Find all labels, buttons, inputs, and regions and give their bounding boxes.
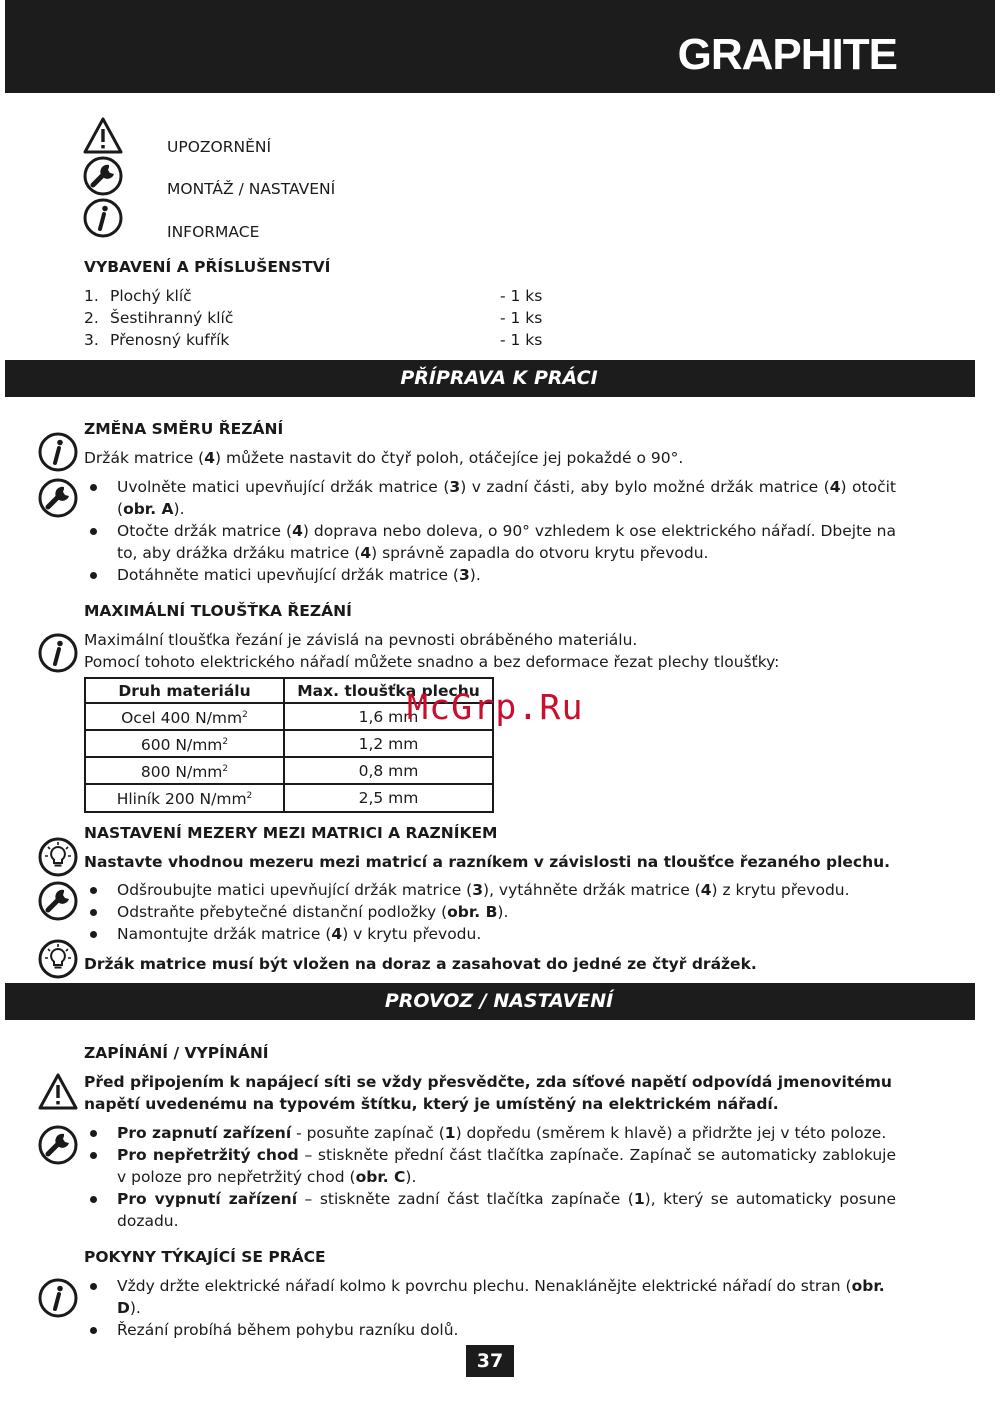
list-item: Pro nepřetržitý chod – stiskněte přední část tlačítka zapínače. Zapínač se automaticky zablokuje v poloze pro nepřetržitý chod (obr. C). <box>84 1144 896 1188</box>
direction-title: ZMĚNA SMĚRU ŘEZÁNÍ <box>84 420 284 438</box>
thickness-title: MAXIMÁLNÍ TLOUŠŤKA ŘEZÁNÍ <box>84 602 352 620</box>
legend-info-label: INFORMACE <box>167 223 260 241</box>
page-header <box>5 0 995 93</box>
lightbulb-icon <box>37 836 79 878</box>
direction-intro: Držák matrice (4) můžete nastavit do čtyř poloh, otáčejíce jej pokaždé o 90°. <box>84 449 684 467</box>
list-item: Namontujte držák matrice (4) v krytu převodu. <box>84 923 896 945</box>
work-steps <box>84 1275 896 1341</box>
info-icon <box>37 632 79 674</box>
column-header: Druh materiálu <box>85 678 284 703</box>
list-item: Odstraňte přebytečné distanční podložky (obr. B). <box>84 901 896 923</box>
list-item: Vždy držte elektrické nářadí kolmo k povrchu plechu. Nenaklánějte elektrické nářadí do stran (obr. D). <box>84 1275 896 1319</box>
value-cell: 2,5 mm <box>284 784 493 811</box>
info-icon <box>37 431 79 473</box>
material-cell: Hliník 200 $N/mm^2$ <box>85 784 284 811</box>
warning-icon <box>82 115 124 157</box>
gap-title: NASTAVENÍ MEZERY MEZI MATRICI A RAZNÍKEM <box>84 824 498 842</box>
list-item: Pro zapnutí zařízení - posuňte zapínač (1) dopředu (směrem k hlavě) a přidržte jej v této poloze. <box>84 1122 896 1144</box>
column-header: Max. tloušťka plechu <box>284 678 493 703</box>
list-item: Pro vypnutí zařízení – stiskněte zadní část tlačítka zapínače (1), který se automaticky posune dozadu. <box>84 1188 896 1232</box>
thickness-text-2: Pomocí tohoto elektrického nářadí můžete snadno a bez deformace řezat plechy tloušťky: <box>84 653 780 671</box>
value-cell: 1,2 mm <box>284 730 493 757</box>
material-cell: Ocel 400 $N/mm^2$ <box>85 703 284 730</box>
info-icon <box>82 197 124 239</box>
table-row <box>85 730 493 757</box>
wrench-icon <box>82 155 124 197</box>
onoff-warning: Před připojením k napájecí síti se vždy přesvědčte, zda síťové napětí odpovídá jmenovitému napětí uvedenému na typovém štítku, který je umístěný na elektrickém nářadí. <box>84 1073 892 1113</box>
brand-logo: GRAPHITE <box>677 30 897 79</box>
thickness-text-1: Maximální tloušťka řezání je závislá na pevnosti obráběného materiálu. <box>84 631 638 649</box>
warning-icon <box>37 1071 79 1113</box>
gap-note: Nastavte vhodnou mezeru mezi matricí a razníkem v závislosti na tloušťce řezaného plechu. <box>84 853 891 871</box>
lightbulb-icon <box>37 938 79 980</box>
legend-warning-label: UPOZORNĚNÍ <box>167 138 272 156</box>
list-item: Odšroubujte matici upevňující držák matrice (3), vytáhněte držák matrice (4) z krytu převodu. <box>84 879 896 901</box>
list-item: 2. Šestihranný klíč - 1 ks <box>84 309 543 327</box>
gap-note-2: Držák matrice musí být vložen na doraz a zasahovat do jedné ze čtyř drážek. <box>84 955 757 973</box>
equipment-title: VYBAVENÍ A PŘÍSLUŠENSTVÍ <box>84 258 331 276</box>
watermark: McGrp.Ru <box>407 688 584 728</box>
value-cell: 1,6 mm <box>284 703 493 730</box>
gap-steps <box>84 879 896 945</box>
direction-steps <box>84 476 896 586</box>
list-item: Otočte držák matrice (4) doprava nebo doleva, o 90° vzhledem k ose elektrického nářadí. Dbejte na to, aby drážka držáku matrice (4) správně zapadla do otvoru krytu převodu. <box>84 520 896 564</box>
work-title: POKYNY TÝKAJÍCÍ SE PRÁCE <box>84 1248 326 1266</box>
info-icon <box>37 1277 79 1319</box>
value-cell: 0,8 mm <box>284 757 493 784</box>
list-item: 1. Plochý klíč - 1 ks <box>84 287 543 305</box>
section-header-preparation: PŘÍPRAVA K PRÁCI <box>5 360 975 397</box>
list-item: Řezání probíhá během pohybu razníku dolů. <box>84 1319 896 1341</box>
table-row <box>85 757 493 784</box>
material-cell: 600 $N/mm^2$ <box>85 730 284 757</box>
wrench-icon <box>37 880 79 922</box>
section-header-operation: PROVOZ / NASTAVENÍ <box>5 983 975 1020</box>
material-cell: 800 $N/mm^2$ <box>85 757 284 784</box>
page-number: 37 <box>466 1345 514 1377</box>
onoff-steps <box>84 1122 896 1232</box>
list-item: Dotáhněte matici upevňující držák matrice (3). <box>84 564 896 586</box>
list-item: 3. Přenosný kufřík - 1 ks <box>84 331 543 349</box>
list-item: Uvolněte matici upevňující držák matrice (3) v zadní části, aby bylo možné držák matrice (4) otočit (obr. A). <box>84 476 896 520</box>
table-row <box>85 784 493 811</box>
legend-wrench-label: MONTÁŽ / NASTAVENÍ <box>167 180 336 198</box>
onoff-title: ZAPÍNÁNÍ / VYPÍNÁNÍ <box>84 1044 269 1062</box>
wrench-icon <box>37 1124 79 1166</box>
wrench-icon <box>37 477 79 519</box>
